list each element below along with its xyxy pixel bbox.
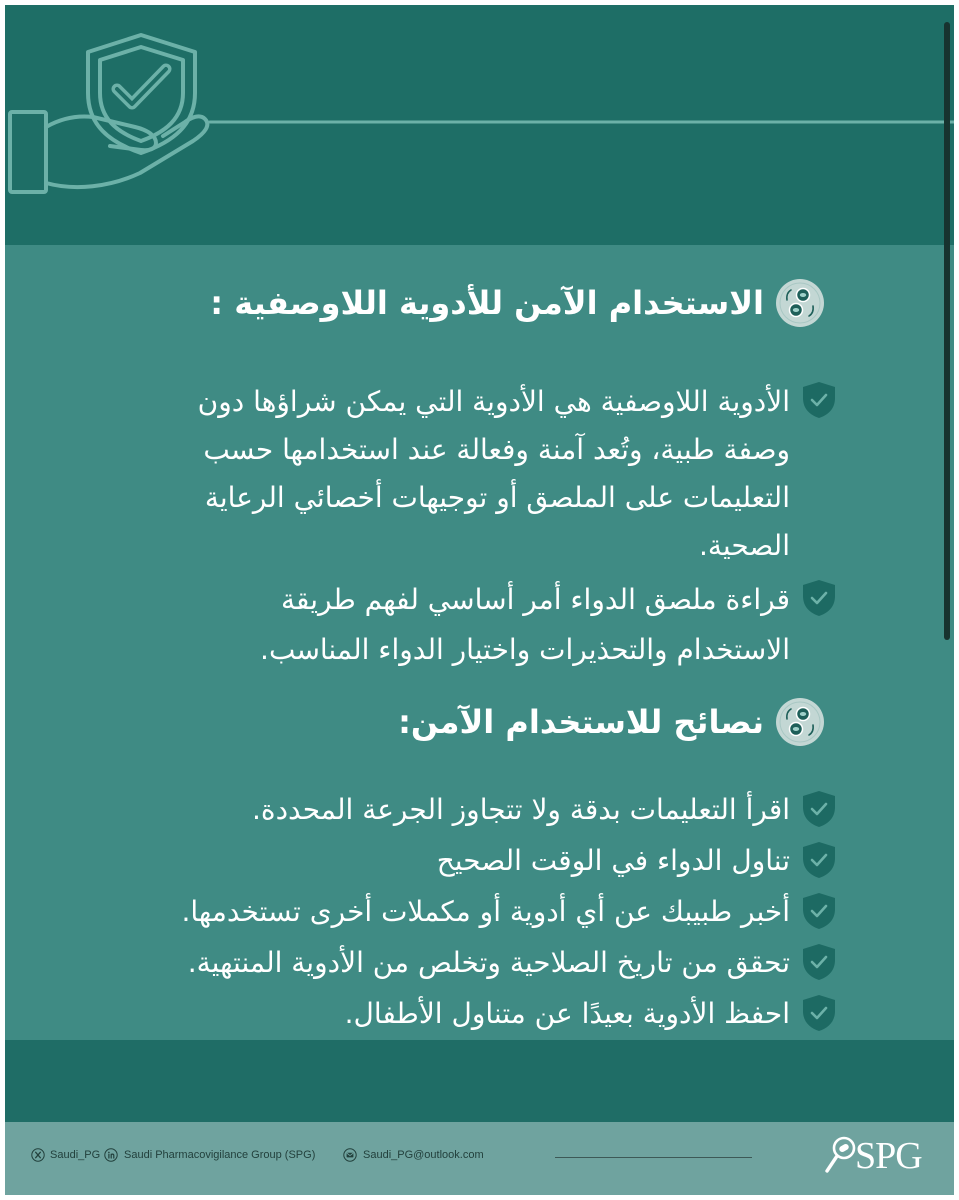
shield-check-icon <box>802 790 836 828</box>
hand-icon <box>10 112 207 192</box>
tip-text: اقرأ التعليمات بدقة ولا تتجاوز الجرعة المحددة. <box>252 793 790 826</box>
paragraph-line: الاستخدام والتحذيرات واختيار الدواء المناسب. <box>260 633 790 666</box>
tip-text: احفظ الأدوية بعيدًا عن متناول الأطفال. <box>344 997 790 1030</box>
linkedin-name: Saudi Pharmacovigilance Group (SPG) <box>124 1149 316 1161</box>
pills-icon <box>775 278 825 328</box>
list-item <box>70 835 790 886</box>
header-banner <box>5 5 954 245</box>
brand-logo: SPG <box>855 1135 922 1177</box>
list-item <box>70 937 790 988</box>
linkedin-icon <box>104 1148 118 1162</box>
scrollbar-thumb[interactable] <box>944 22 950 640</box>
footer-divider <box>555 1157 752 1158</box>
paragraph-line: التعليمات على الملصق أو توجيهات أخصائي الرعاية <box>204 481 790 514</box>
twitter-handle: Saudi_PG <box>50 1149 101 1161</box>
pills-icon <box>775 697 825 747</box>
bullet-paragraph <box>70 575 790 675</box>
paragraph-line: الأدوية اللاوصفية هي الأدوية التي يمكن شراؤها دون <box>197 385 790 418</box>
magnifier-icon <box>820 1134 860 1180</box>
section-heading-safe-use <box>64 279 764 327</box>
shield-check-icon <box>802 841 836 879</box>
shield-check-icon <box>802 579 836 617</box>
mail-icon <box>343 1148 357 1162</box>
paragraph-line: قراءة ملصق الدواء أمر أساسي لفهم طريقة <box>281 583 790 616</box>
paragraph-line: الصحية. <box>698 529 790 562</box>
shield-check-icon <box>88 35 195 153</box>
list-item <box>70 784 790 835</box>
tips-list <box>70 784 790 1039</box>
hand-shield-check-icon <box>5 5 954 245</box>
bottom-band <box>5 1040 954 1122</box>
x-icon <box>31 1148 45 1162</box>
section-heading-text: الاستخدام الآمن للأدوية اللاوصفية : <box>210 284 764 322</box>
list-item <box>70 886 790 937</box>
shield-check-icon <box>802 994 836 1032</box>
list-item <box>70 988 790 1039</box>
shield-check-icon <box>802 381 836 419</box>
section-heading-tips <box>64 698 764 746</box>
email-address: Saudi_PG@outlook.com <box>363 1149 484 1161</box>
shield-check-icon <box>802 892 836 930</box>
paragraph-line: وصفة طبية، وتُعد آمنة وفعالة عند استخدامها حسب <box>203 433 790 466</box>
tip-text: تحقق من تاريخ الصلاحية وتخلص من الأدوية المنتهية. <box>187 946 790 979</box>
bullet-paragraph <box>70 378 790 570</box>
section-heading-text: نصائح للاستخدام الآمن: <box>398 703 764 741</box>
shield-check-icon <box>802 943 836 981</box>
tip-text: تناول الدواء في الوقت الصحيح <box>436 844 790 877</box>
tip-text: أخبر طبيبك عن أي أدوية أو مكملات أخرى تستخدمها. <box>181 895 790 928</box>
